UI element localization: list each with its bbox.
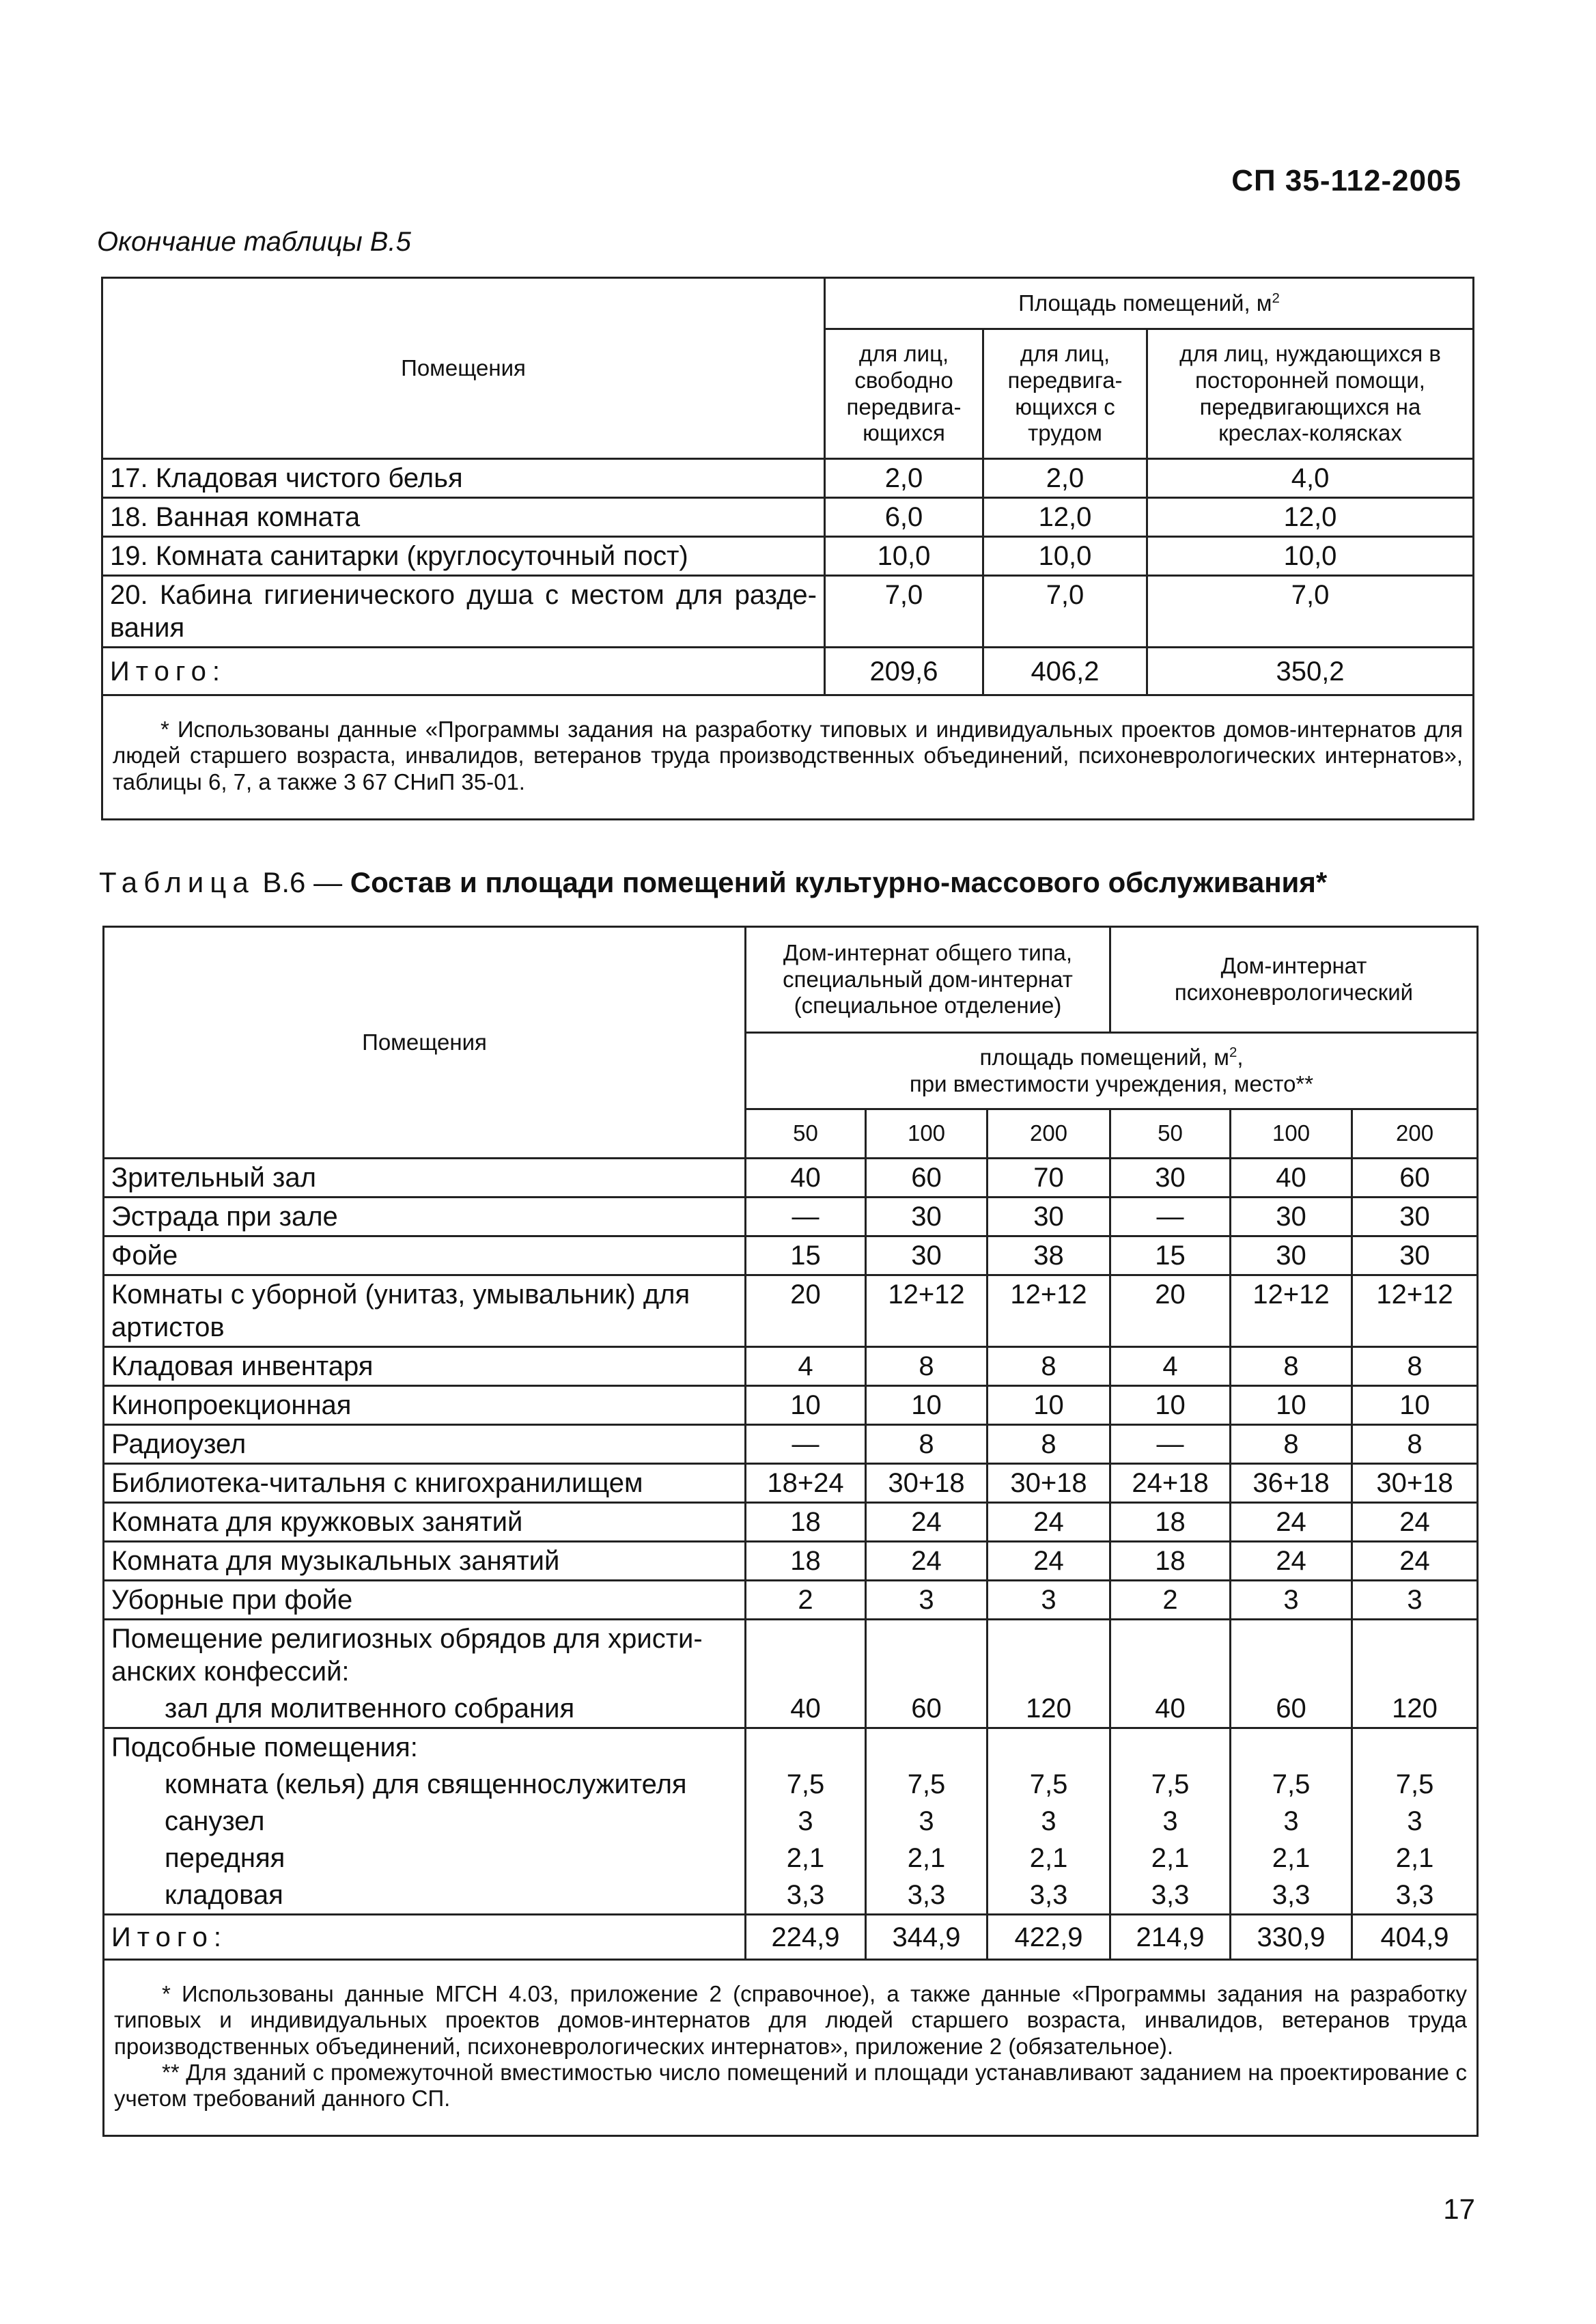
row-name: кладовая bbox=[104, 1877, 746, 1915]
cell-value: 24 bbox=[988, 1503, 1110, 1542]
cell-value: 40 bbox=[746, 1159, 866, 1198]
table-row bbox=[104, 1803, 1478, 1840]
total-value: 209,6 bbox=[825, 648, 983, 695]
auxiliary-heading: Подсобные помещения: bbox=[104, 1728, 746, 1767]
cell-value: 7,5 bbox=[1231, 1766, 1352, 1803]
cell-value: 12+12 bbox=[866, 1275, 988, 1347]
cell-value: 2,1 bbox=[1352, 1840, 1478, 1877]
cell-value: 18 bbox=[1110, 1503, 1231, 1542]
cell-value: 8 bbox=[866, 1425, 988, 1464]
cell-value: 60 bbox=[866, 1690, 988, 1728]
cell-value: 120 bbox=[1352, 1690, 1478, 1728]
capacity-header: 100 bbox=[866, 1109, 988, 1159]
row-name: Итого: bbox=[104, 1915, 746, 1960]
table-v6 bbox=[102, 926, 1479, 2137]
cell-value: 10 bbox=[746, 1386, 866, 1425]
cell-value: 2,1 bbox=[746, 1840, 866, 1877]
cell-value: 30 bbox=[1352, 1198, 1478, 1236]
cell-value: 30 bbox=[1231, 1198, 1352, 1236]
cell-value: 12+12 bbox=[988, 1275, 1110, 1347]
cell-value: 18 bbox=[746, 1503, 866, 1542]
cell-value: 30+18 bbox=[1352, 1464, 1478, 1503]
footnote-text-1: * Использованы данные МГСН 4.03, приложение 2 (справочное), а также данные «Программы задания на разработку типовых и индивидуальных проектов домов-интернатов для людей старшего возраста, инвалидов, ветеранов труда производственных объединений, психоневрологических интернатов», приложение 2 (обязательное). bbox=[114, 1981, 1468, 2059]
total-value: 406,2 bbox=[983, 648, 1147, 695]
cell-value: 7,5 bbox=[1110, 1766, 1231, 1803]
capacity-header: 100 bbox=[1231, 1109, 1352, 1159]
total-value: 214,9 bbox=[1110, 1915, 1231, 1960]
cell-value: 30 bbox=[866, 1236, 988, 1275]
cell-value: — bbox=[746, 1198, 866, 1236]
column-header-free: для лиц, свободно передвига-ющихся bbox=[825, 329, 983, 459]
total-value: 224,9 bbox=[746, 1915, 866, 1960]
total-value: 350,2 bbox=[1147, 648, 1474, 695]
cell-value: 120 bbox=[988, 1690, 1110, 1728]
cell-value: 30+18 bbox=[866, 1464, 988, 1503]
cell-value: 60 bbox=[1352, 1159, 1478, 1198]
cell-value: 24 bbox=[1231, 1542, 1352, 1581]
footnote-text: * Использованы данные «Программы задания на разработку типовых и индивидуальных проектов домов-интернатов для людей старшего возраста, инвалидов, ветеранов труда производственных объединений, психоневрологических интернатов», таблицы 6, 7, а также 3 67 СНиП 35-01. bbox=[113, 717, 1464, 794]
cell-value: 70 bbox=[988, 1159, 1110, 1198]
column-group-general: Дом-интернат общего типа, специальный дом-интернат (специальное отделение) bbox=[746, 927, 1110, 1033]
table-row bbox=[104, 1542, 1478, 1581]
column-header-area bbox=[825, 278, 1474, 329]
cell-value: 36+18 bbox=[1231, 1464, 1352, 1503]
table-v6-title bbox=[99, 866, 1327, 899]
table-number: В.6 — bbox=[262, 866, 343, 898]
cell-value: 15 bbox=[1110, 1236, 1231, 1275]
cell-value: 8 bbox=[1231, 1425, 1352, 1464]
row-name: Зрительный зал bbox=[104, 1159, 746, 1198]
cell-value: 60 bbox=[1231, 1690, 1352, 1728]
area-line-2: при вместимости учреждения, место** bbox=[909, 1070, 1314, 1096]
row-name: Радиоузел bbox=[104, 1425, 746, 1464]
cell-value: 3,3 bbox=[746, 1877, 866, 1915]
cell-value: — bbox=[1110, 1425, 1231, 1464]
cell-value: 10 bbox=[1231, 1386, 1352, 1425]
cell-value: 24 bbox=[866, 1542, 988, 1581]
area-superscript: 2 bbox=[1229, 1044, 1237, 1060]
row-name: Комнаты с уборной (унитаз, умывальник) для артистов bbox=[104, 1275, 746, 1347]
cell-value: 60 bbox=[866, 1159, 988, 1198]
cell-value: 2,1 bbox=[866, 1840, 988, 1877]
cell-value: 30 bbox=[866, 1198, 988, 1236]
cell-value: 3,3 bbox=[1231, 1877, 1352, 1915]
cell-value: 3 bbox=[1352, 1581, 1478, 1620]
cell-value: 2,1 bbox=[988, 1840, 1110, 1877]
capacity-header: 50 bbox=[1110, 1109, 1231, 1159]
cell-value: 3 bbox=[1231, 1581, 1352, 1620]
table-row bbox=[104, 1464, 1478, 1503]
cell-value: 2,0 bbox=[983, 459, 1147, 498]
cell-value: 2 bbox=[746, 1581, 866, 1620]
cell-value: — bbox=[746, 1425, 866, 1464]
footnote-v5 bbox=[102, 695, 1474, 820]
column-header-rooms: Помещения bbox=[102, 278, 825, 459]
area-line-1: площадь помещений, м bbox=[979, 1044, 1229, 1070]
cell-value: 24 bbox=[1352, 1542, 1478, 1581]
cell-value: 6,0 bbox=[825, 498, 983, 537]
cell-value: 4 bbox=[746, 1347, 866, 1386]
cell-value: 8 bbox=[988, 1347, 1110, 1386]
cell-value: 10,0 bbox=[825, 537, 983, 576]
cell-value: 24 bbox=[988, 1542, 1110, 1581]
cell-value: 30 bbox=[988, 1198, 1110, 1236]
total-label: Итого: bbox=[102, 648, 825, 695]
cell-value: 2 bbox=[1110, 1581, 1231, 1620]
cell-value: 4 bbox=[1110, 1347, 1231, 1386]
table-label: Таблица bbox=[99, 866, 255, 898]
table-row bbox=[104, 1159, 1478, 1198]
area-line-1-end: , bbox=[1237, 1044, 1244, 1070]
cell-value: 40 bbox=[1231, 1159, 1352, 1198]
table-caption: Состав и площади помещений культурно-массового обслуживания* bbox=[350, 866, 1328, 898]
table-row bbox=[104, 1840, 1478, 1877]
row-name: Кладовая инвентаря bbox=[104, 1347, 746, 1386]
cell-value: 24 bbox=[1231, 1503, 1352, 1542]
table-row bbox=[104, 1503, 1478, 1542]
cell-value: 3 bbox=[988, 1803, 1110, 1840]
cell-value: 8 bbox=[1231, 1347, 1352, 1386]
cell-value: 10 bbox=[1110, 1386, 1231, 1425]
total-value: 404,9 bbox=[1352, 1915, 1478, 1960]
cell-value: 2,1 bbox=[1231, 1840, 1352, 1877]
table-row bbox=[104, 1386, 1478, 1425]
table-continuation-title: Окончание таблицы В.5 bbox=[97, 227, 411, 257]
cell-value: 7,0 bbox=[825, 576, 983, 648]
capacity-header: 200 bbox=[1352, 1109, 1478, 1159]
row-name: Комната для музыкальных занятий bbox=[104, 1542, 746, 1581]
column-header-area bbox=[746, 1033, 1478, 1109]
cell-value: 3 bbox=[866, 1803, 988, 1840]
cell-value: 7,5 bbox=[1352, 1766, 1478, 1803]
cell-value: 10 bbox=[866, 1386, 988, 1425]
total-row bbox=[104, 1915, 1478, 1960]
footnote-v6 bbox=[104, 1960, 1478, 2136]
total-value: 422,9 bbox=[988, 1915, 1110, 1960]
row-name: Уборные при фойе bbox=[104, 1581, 746, 1620]
table-row bbox=[102, 537, 1474, 576]
cell-value: 7,5 bbox=[988, 1766, 1110, 1803]
total-value: 344,9 bbox=[866, 1915, 988, 1960]
row-name: зал для молитвенного собрания bbox=[104, 1690, 746, 1728]
cell-value: 40 bbox=[1110, 1690, 1231, 1728]
row-name: 20. Кабина гигиенического душа с местом для разде-вания bbox=[102, 576, 825, 648]
row-name: передняя bbox=[104, 1840, 746, 1877]
cell-value: 12,0 bbox=[1147, 498, 1474, 537]
cell-value: 4,0 bbox=[1147, 459, 1474, 498]
cell-value: 10 bbox=[988, 1386, 1110, 1425]
row-name: Фойе bbox=[104, 1236, 746, 1275]
row-name: 17. Кладовая чистого белья bbox=[102, 459, 825, 498]
religious-heading: Помещение религиозных обрядов для христи-анских конфессий: bbox=[104, 1620, 746, 1691]
cell-value: 18+24 bbox=[746, 1464, 866, 1503]
cell-value: 2,1 bbox=[1110, 1840, 1231, 1877]
cell-value: 8 bbox=[1352, 1347, 1478, 1386]
cell-value: 2,0 bbox=[825, 459, 983, 498]
column-header-difficulty: для лиц, передвига-ющихся с трудом bbox=[983, 329, 1147, 459]
row-name: комната (келья) для священнослужителя bbox=[104, 1766, 746, 1803]
cell-value: 7,0 bbox=[983, 576, 1147, 648]
cell-value: 24+18 bbox=[1110, 1464, 1231, 1503]
cell-value: 3,3 bbox=[866, 1877, 988, 1915]
column-header-wheelchair: для лиц, нуждающихся в посторонней помощи, передвигающихся на креслах-колясках bbox=[1147, 329, 1474, 459]
cell-value: 24 bbox=[1352, 1503, 1478, 1542]
table-row bbox=[102, 459, 1474, 498]
cell-value: 12,0 bbox=[983, 498, 1147, 537]
table-row bbox=[104, 1690, 1478, 1728]
cell-value: 20 bbox=[1110, 1275, 1231, 1347]
row-name: 18. Ванная комната bbox=[102, 498, 825, 537]
table-row bbox=[104, 1581, 1478, 1620]
cell-value: 3,3 bbox=[1110, 1877, 1231, 1915]
cell-value: 10 bbox=[1352, 1386, 1478, 1425]
page-number: 17 bbox=[1443, 2193, 1475, 2225]
cell-value: 40 bbox=[746, 1690, 866, 1728]
row-name: Эстрада при зале bbox=[104, 1198, 746, 1236]
table-v5 bbox=[101, 277, 1474, 820]
area-header-superscript: 2 bbox=[1272, 290, 1280, 306]
cell-value: 7,5 bbox=[866, 1766, 988, 1803]
cell-value: 20 bbox=[746, 1275, 866, 1347]
cell-value: 10,0 bbox=[983, 537, 1147, 576]
table-row bbox=[102, 498, 1474, 537]
capacity-header: 50 bbox=[746, 1109, 866, 1159]
document-code: СП 35-112-2005 bbox=[1231, 164, 1461, 197]
total-row bbox=[102, 648, 1474, 695]
cell-value: 7,0 bbox=[1147, 576, 1474, 648]
table-row bbox=[104, 1766, 1478, 1803]
capacity-header: 200 bbox=[988, 1109, 1110, 1159]
cell-value: 7,5 bbox=[746, 1766, 866, 1803]
cell-value: 10,0 bbox=[1147, 537, 1474, 576]
table-row bbox=[104, 1198, 1478, 1236]
total-value: 330,9 bbox=[1231, 1915, 1352, 1960]
cell-value: 3,3 bbox=[1352, 1877, 1478, 1915]
cell-value: 3 bbox=[1110, 1803, 1231, 1840]
cell-value: 18 bbox=[746, 1542, 866, 1581]
row-name: 19. Комната санитарки (круглосуточный пост) bbox=[102, 537, 825, 576]
row-name: Кинопроекционная bbox=[104, 1386, 746, 1425]
cell-value: 8 bbox=[866, 1347, 988, 1386]
table-row bbox=[104, 1877, 1478, 1915]
table-row bbox=[102, 576, 1474, 648]
cell-value: 3 bbox=[1231, 1803, 1352, 1840]
cell-value: 12+12 bbox=[1231, 1275, 1352, 1347]
column-header-rooms: Помещения bbox=[104, 927, 746, 1159]
cell-value: — bbox=[1110, 1198, 1231, 1236]
cell-value: 24 bbox=[866, 1503, 988, 1542]
table-row bbox=[104, 1236, 1478, 1275]
cell-value: 30 bbox=[1110, 1159, 1231, 1198]
cell-value: 3 bbox=[988, 1581, 1110, 1620]
column-group-psycho: Дом-интернат психоневрологический bbox=[1110, 927, 1478, 1033]
footnote-text-2: ** Для зданий с промежуточной вместимостью число помещений и площади устанавливают заданием на проектирование с учетом требований данного СП. bbox=[114, 2059, 1468, 2112]
cell-value: 18 bbox=[1110, 1542, 1231, 1581]
cell-value: 12+12 bbox=[1352, 1275, 1478, 1347]
row-name: Библиотека-читальня с книгохранилищем bbox=[104, 1464, 746, 1503]
area-header-text: Площадь помещений, м bbox=[1018, 290, 1272, 316]
cell-value: 30 bbox=[1352, 1236, 1478, 1275]
cell-value: 38 bbox=[988, 1236, 1110, 1275]
cell-value: 3,3 bbox=[988, 1877, 1110, 1915]
cell-value: 30 bbox=[1231, 1236, 1352, 1275]
cell-value: 3 bbox=[1352, 1803, 1478, 1840]
row-name: санузел bbox=[104, 1803, 746, 1840]
cell-value: 3 bbox=[866, 1581, 988, 1620]
table-row bbox=[104, 1425, 1478, 1464]
row-name: Комната для кружковых занятий bbox=[104, 1503, 746, 1542]
table-row bbox=[104, 1347, 1478, 1386]
cell-value: 15 bbox=[746, 1236, 866, 1275]
cell-value: 8 bbox=[1352, 1425, 1478, 1464]
cell-value: 3 bbox=[746, 1803, 866, 1840]
table-row bbox=[104, 1275, 1478, 1347]
cell-value: 30+18 bbox=[988, 1464, 1110, 1503]
cell-value: 8 bbox=[988, 1425, 1110, 1464]
